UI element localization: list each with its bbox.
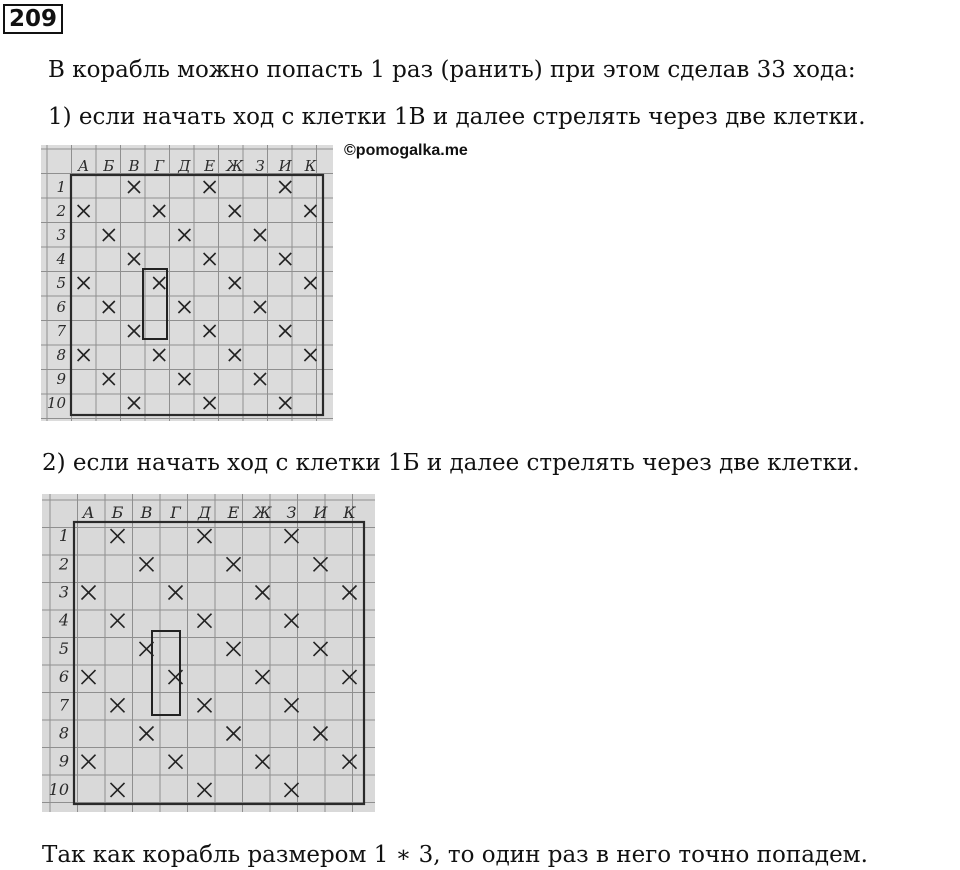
grid-photo-2 (42, 494, 375, 812)
row-label: 7 (58, 695, 69, 715)
column-label: З (286, 503, 297, 522)
row-label: 5 (58, 638, 69, 658)
column-label: Г (170, 503, 181, 522)
column-label: Ж (226, 157, 244, 175)
paper-background (41, 145, 333, 421)
column-label: Ж (253, 503, 272, 522)
row-label: 1 (58, 526, 69, 546)
grid-drawing-1 (41, 145, 333, 421)
grid-drawing-2 (42, 494, 375, 812)
column-label: А (82, 503, 95, 522)
case2-text: 2) если начать ход с клетки 1Б и далее стрелять через две клетки. (42, 450, 860, 476)
column-label: Е (227, 503, 240, 522)
problem-number: 209 (3, 4, 63, 34)
watermark: ©pomogalka.me (344, 142, 468, 159)
column-label: И (313, 503, 328, 522)
column-label: И (278, 157, 292, 175)
row-label: 8 (58, 723, 69, 743)
column-label: Б (103, 157, 115, 175)
column-label: Е (204, 157, 216, 175)
column-label: А (77, 157, 90, 175)
row-label: 7 (56, 322, 66, 340)
row-label: 3 (56, 226, 66, 244)
column-label: З (255, 157, 265, 175)
row-label: 3 (58, 582, 69, 602)
grid-photo-1 (41, 145, 333, 421)
row-label: 6 (58, 667, 69, 687)
row-label: 1 (56, 178, 66, 196)
column-label: Д (197, 503, 212, 522)
row-label: 10 (48, 779, 69, 799)
row-label: 9 (56, 370, 66, 388)
row-label: 2 (58, 554, 69, 574)
column-label: Б (111, 503, 124, 522)
column-label: К (304, 157, 317, 175)
row-label: 5 (56, 274, 66, 292)
row-label: 8 (56, 346, 66, 364)
intro-text: В корабль можно попасть 1 раз (ранить) при этом сделав 33 хода: (48, 57, 856, 83)
row-label: 4 (56, 250, 66, 268)
row-label: 10 (46, 394, 66, 412)
row-label: 6 (56, 298, 66, 316)
row-label: 2 (56, 202, 66, 220)
column-label: В (140, 503, 153, 522)
column-label: Г (154, 157, 165, 175)
column-label: Д (178, 157, 191, 175)
case1-text: 1) если начать ход с клетки 1В и далее стрелять через две клетки. (48, 104, 866, 130)
row-label: 9 (58, 751, 69, 771)
column-label: К (343, 503, 356, 522)
column-label: В (128, 157, 140, 175)
row-label: 4 (58, 610, 69, 630)
conclusion-text: Так как корабль размером 1 ∗ 3, то один раз в него точно попадем. (42, 842, 868, 868)
